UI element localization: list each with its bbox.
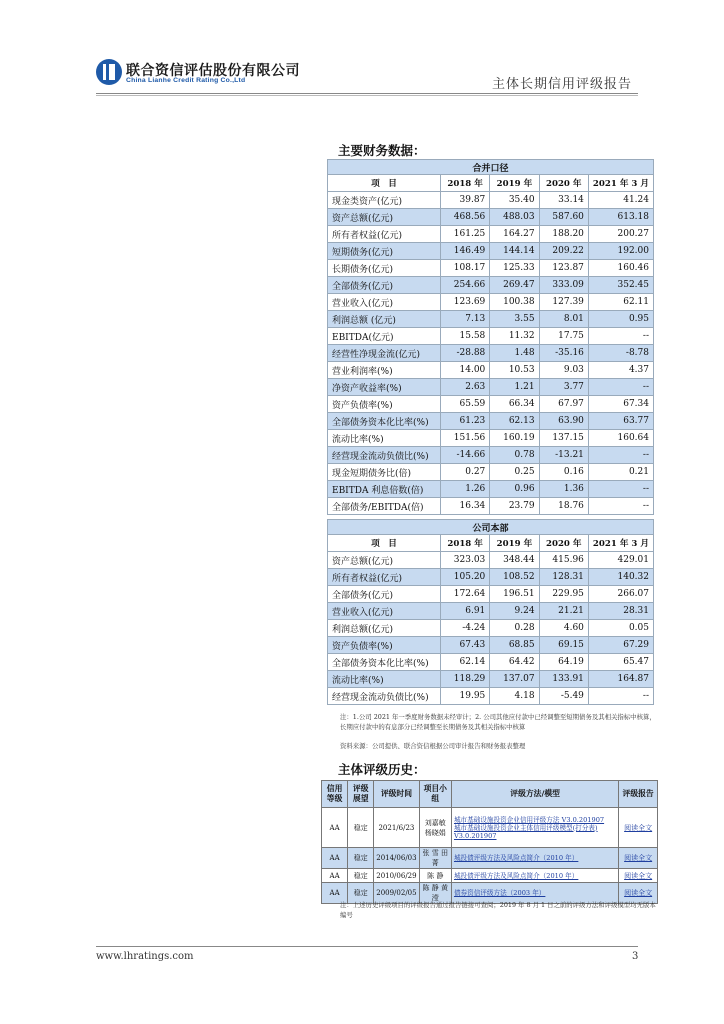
consolidated-financial-table bbox=[327, 159, 654, 515]
row-label: 全部债务/EBITDA(倍) bbox=[328, 498, 441, 515]
row-label: 利润总额 (亿元) bbox=[328, 311, 441, 328]
row-label: 经营现金流动负债比(%) bbox=[328, 688, 441, 705]
value-cell: 7.13 bbox=[440, 311, 489, 328]
value-cell: 67.97 bbox=[539, 396, 588, 413]
date-cell: 2021/6/23 bbox=[374, 808, 419, 848]
value-cell: 33.14 bbox=[539, 192, 588, 209]
value-cell: -- bbox=[588, 328, 653, 345]
value-cell: 123.87 bbox=[539, 260, 588, 277]
footer-divider bbox=[96, 946, 638, 947]
financial-section-title: 主要财务数据： bbox=[338, 143, 426, 158]
value-cell: 41.24 bbox=[588, 192, 653, 209]
table-row bbox=[328, 637, 654, 654]
value-cell: 3.77 bbox=[539, 379, 588, 396]
value-cell: 188.20 bbox=[539, 226, 588, 243]
outlook-cell: 稳定 bbox=[348, 808, 374, 848]
table-row bbox=[328, 192, 654, 209]
value-cell: 0.28 bbox=[490, 620, 539, 637]
row-label: 短期债务(亿元) bbox=[328, 243, 441, 260]
row-label: 全部债务(亿元) bbox=[328, 277, 441, 294]
row-label: 净资产收益率(%) bbox=[328, 379, 441, 396]
value-cell: 65.59 bbox=[440, 396, 489, 413]
table-row bbox=[328, 413, 654, 430]
parent-header-cell: 2020 年 bbox=[539, 535, 588, 552]
table-row bbox=[328, 260, 654, 277]
value-cell: -- bbox=[588, 447, 653, 464]
parent-header-cell: 2021 年 3 月 bbox=[588, 535, 653, 552]
read-report-link[interactable]: 阅读全文 bbox=[619, 808, 658, 848]
row-label: 资产负债率(%) bbox=[328, 396, 441, 413]
value-cell: 15.58 bbox=[440, 328, 489, 345]
table-row bbox=[328, 569, 654, 586]
value-cell: 66.34 bbox=[490, 396, 539, 413]
value-cell: 229.95 bbox=[539, 586, 588, 603]
row-label: 资产负债率(%) bbox=[328, 637, 441, 654]
report-title: 主体长期信用评级报告 bbox=[491, 77, 632, 92]
value-cell: -5.49 bbox=[539, 688, 588, 705]
row-label: 经营性净现金流(亿元) bbox=[328, 345, 441, 362]
history-header-cell: 评级展望 bbox=[348, 781, 374, 808]
value-cell: 118.29 bbox=[440, 671, 489, 688]
table-row bbox=[328, 447, 654, 464]
financial-source: 资料来源：公司提供、联合资信根据公司审计报告和财务报表整理 bbox=[340, 742, 526, 750]
value-cell: -35.16 bbox=[539, 345, 588, 362]
consolidated-header-row bbox=[328, 175, 654, 192]
value-cell: 10.53 bbox=[490, 362, 539, 379]
grade-cell: AA bbox=[322, 848, 348, 869]
row-label: 全部债务资本化比率(%) bbox=[328, 654, 441, 671]
value-cell: 613.18 bbox=[588, 209, 653, 226]
value-cell: 23.79 bbox=[490, 498, 539, 515]
header-divider-thin bbox=[96, 95, 638, 96]
value-cell: 151.56 bbox=[440, 430, 489, 447]
value-cell: 160.46 bbox=[588, 260, 653, 277]
table-row bbox=[328, 671, 654, 688]
history-header-cell: 信用等级 bbox=[322, 781, 348, 808]
value-cell: 415.96 bbox=[539, 552, 588, 569]
method-link[interactable]: 城市基础设施投资企业主体信用评级模型(打分表) V3.0.201907 bbox=[453, 823, 598, 840]
value-cell: 348.44 bbox=[490, 552, 539, 569]
value-cell: 133.91 bbox=[539, 671, 588, 688]
value-cell: 128.31 bbox=[539, 569, 588, 586]
parent-header-cell: 2018 年 bbox=[440, 535, 489, 552]
value-cell: -8.78 bbox=[588, 345, 653, 362]
value-cell: 17.75 bbox=[539, 328, 588, 345]
value-cell: 1.36 bbox=[539, 481, 588, 498]
value-cell: 587.60 bbox=[539, 209, 588, 226]
history-note: 注：上述历史评级项目的评级报告通过报告链接可查阅；2019 年 8 月 1 日之前的评级方法和评级模型均无版本编号 bbox=[340, 901, 656, 919]
method-link[interactable]: 债券资信评级方法（2003 年） bbox=[453, 889, 546, 897]
table-row bbox=[328, 345, 654, 362]
consolidated-header-cell: 2019 年 bbox=[490, 175, 539, 192]
consolidated-header-cell: 2020 年 bbox=[539, 175, 588, 192]
value-cell: 35.40 bbox=[490, 192, 539, 209]
team-cell: 刘嘉敏 杨晓娟 bbox=[419, 808, 451, 848]
grade-cell: AA bbox=[322, 808, 348, 848]
value-cell: -- bbox=[588, 379, 653, 396]
row-label: 所有者权益(亿元) bbox=[328, 569, 441, 586]
value-cell: 67.43 bbox=[440, 637, 489, 654]
value-cell: 61.23 bbox=[440, 413, 489, 430]
table-row bbox=[328, 688, 654, 705]
value-cell: 123.69 bbox=[440, 294, 489, 311]
table-row bbox=[328, 277, 654, 294]
date-cell: 2014/06/03 bbox=[374, 848, 419, 869]
history-header-cell: 评级时间 bbox=[374, 781, 419, 808]
method-link[interactable]: 城市基础设施投资企业信用评级方法 V3.0.201907 bbox=[453, 815, 605, 824]
history-header-cell: 评级报告 bbox=[619, 781, 658, 808]
parent-header-row bbox=[328, 535, 654, 552]
value-cell: 269.47 bbox=[490, 277, 539, 294]
outlook-cell: 稳定 bbox=[348, 869, 374, 883]
consolidated-header-cell: 2018 年 bbox=[440, 175, 489, 192]
value-cell: 105.20 bbox=[440, 569, 489, 586]
history-header-cell: 评级方法/模型 bbox=[451, 781, 618, 808]
value-cell: 0.78 bbox=[490, 447, 539, 464]
row-label: 营业收入(亿元) bbox=[328, 603, 441, 620]
row-label: 营业利润率(%) bbox=[328, 362, 441, 379]
row-label: 流动比率(%) bbox=[328, 430, 441, 447]
value-cell: 192.00 bbox=[588, 243, 653, 260]
value-cell: 144.14 bbox=[490, 243, 539, 260]
value-cell: 352.45 bbox=[588, 277, 653, 294]
value-cell: -13.21 bbox=[539, 447, 588, 464]
value-cell: 333.09 bbox=[539, 277, 588, 294]
value-cell: 3.55 bbox=[490, 311, 539, 328]
value-cell: 127.39 bbox=[539, 294, 588, 311]
value-cell: 160.64 bbox=[588, 430, 653, 447]
value-cell: 1.48 bbox=[490, 345, 539, 362]
team-cell: 陈 静 bbox=[419, 869, 451, 883]
value-cell: 172.64 bbox=[440, 586, 489, 603]
value-cell: 0.05 bbox=[588, 620, 653, 637]
value-cell: 0.27 bbox=[440, 464, 489, 481]
history-header-cell: 项目小组 bbox=[419, 781, 451, 808]
history-row bbox=[322, 808, 658, 848]
table-row bbox=[328, 654, 654, 671]
method-link[interactable]: 城投债评级方法及风险点简介（2010 年） bbox=[453, 871, 579, 880]
row-label: 现金类资产(亿元) bbox=[328, 192, 441, 209]
method-link[interactable]: 城投债评级方法及风险点简介（2010 年） bbox=[453, 854, 579, 862]
method-cell bbox=[451, 869, 618, 883]
row-label: 现金短期债务比(倍) bbox=[328, 464, 441, 481]
value-cell: 9.24 bbox=[490, 603, 539, 620]
history-row bbox=[322, 848, 658, 869]
value-cell: 21.21 bbox=[539, 603, 588, 620]
value-cell: 108.17 bbox=[440, 260, 489, 277]
table-row bbox=[328, 430, 654, 447]
company-logo-icon bbox=[96, 59, 122, 85]
row-label: EBITDA 利息倍数(倍) bbox=[328, 481, 441, 498]
table-row bbox=[328, 311, 654, 328]
grade-cell: AA bbox=[322, 869, 348, 883]
read-report-link[interactable]: 阅读全文 bbox=[619, 883, 658, 904]
value-cell: 266.07 bbox=[588, 586, 653, 603]
row-label: 全部债务资本化比率(%) bbox=[328, 413, 441, 430]
value-cell: 100.38 bbox=[490, 294, 539, 311]
table-row bbox=[328, 603, 654, 620]
table-row bbox=[328, 620, 654, 637]
table-row bbox=[328, 552, 654, 569]
row-label: 利润总额(亿元) bbox=[328, 620, 441, 637]
row-label: 长期债务(亿元) bbox=[328, 260, 441, 277]
row-label: 营业收入(亿元) bbox=[328, 294, 441, 311]
history-row bbox=[322, 869, 658, 883]
value-cell: 63.77 bbox=[588, 413, 653, 430]
value-cell: 160.19 bbox=[490, 430, 539, 447]
value-cell: 4.18 bbox=[490, 688, 539, 705]
value-cell: 9.03 bbox=[539, 362, 588, 379]
consolidated-band-label: 合并口径 bbox=[328, 160, 654, 175]
history-header-row bbox=[322, 781, 658, 808]
header-divider bbox=[96, 93, 638, 94]
read-report-link[interactable]: 阅读全文 bbox=[619, 848, 658, 869]
value-cell: 0.25 bbox=[490, 464, 539, 481]
table-row bbox=[328, 243, 654, 260]
value-cell: 468.56 bbox=[440, 209, 489, 226]
table-row bbox=[328, 328, 654, 345]
outlook-cell: 稳定 bbox=[348, 883, 374, 904]
value-cell: 0.21 bbox=[588, 464, 653, 481]
history-section-title: 主体评级历史： bbox=[338, 762, 426, 777]
value-cell: 164.27 bbox=[490, 226, 539, 243]
parent-header-cell: 项 目 bbox=[328, 535, 441, 552]
value-cell: 0.95 bbox=[588, 311, 653, 328]
value-cell: 137.15 bbox=[539, 430, 588, 447]
value-cell: -4.24 bbox=[440, 620, 489, 637]
value-cell: 137.07 bbox=[490, 671, 539, 688]
value-cell: -- bbox=[588, 481, 653, 498]
page-header bbox=[0, 0, 724, 100]
row-label: 经营现金流动负债比(%) bbox=[328, 447, 441, 464]
table-row bbox=[328, 379, 654, 396]
parent-financial-table bbox=[327, 519, 654, 705]
value-cell: 68.85 bbox=[490, 637, 539, 654]
footer-url: www.lhratings.com bbox=[96, 951, 194, 962]
value-cell: 62.14 bbox=[440, 654, 489, 671]
table-row bbox=[328, 481, 654, 498]
value-cell: 125.33 bbox=[490, 260, 539, 277]
value-cell: 64.42 bbox=[490, 654, 539, 671]
value-cell: -28.88 bbox=[440, 345, 489, 362]
value-cell: 67.34 bbox=[588, 396, 653, 413]
table-row bbox=[328, 294, 654, 311]
row-label: 资产总额(亿元) bbox=[328, 552, 441, 569]
parent-header-cell: 2019 年 bbox=[490, 535, 539, 552]
team-cell: 陈 静 黄 滢 bbox=[419, 883, 451, 904]
method-cell bbox=[451, 808, 618, 848]
table-row bbox=[328, 464, 654, 481]
value-cell: 209.22 bbox=[539, 243, 588, 260]
value-cell: 108.52 bbox=[490, 569, 539, 586]
consolidated-header-cell: 2021 年 3 月 bbox=[588, 175, 653, 192]
value-cell: 0.16 bbox=[539, 464, 588, 481]
value-cell: 1.21 bbox=[490, 379, 539, 396]
read-report-link[interactable]: 阅读全文 bbox=[619, 869, 658, 883]
value-cell: 62.11 bbox=[588, 294, 653, 311]
row-label: 流动比率(%) bbox=[328, 671, 441, 688]
value-cell: 28.31 bbox=[588, 603, 653, 620]
value-cell: 488.03 bbox=[490, 209, 539, 226]
method-cell bbox=[451, 848, 618, 869]
value-cell: 16.34 bbox=[440, 498, 489, 515]
value-cell: 6.91 bbox=[440, 603, 489, 620]
value-cell: 164.87 bbox=[588, 671, 653, 688]
value-cell: 2.63 bbox=[440, 379, 489, 396]
company-name-en: China Lianhe Credit Rating Co.,Ltd bbox=[126, 77, 246, 84]
value-cell: 64.19 bbox=[539, 654, 588, 671]
value-cell: 19.95 bbox=[440, 688, 489, 705]
value-cell: 140.32 bbox=[588, 569, 653, 586]
table-row bbox=[328, 209, 654, 226]
row-label: EBITDA(亿元) bbox=[328, 328, 441, 345]
value-cell: 146.49 bbox=[440, 243, 489, 260]
date-cell: 2009/02/05 bbox=[374, 883, 419, 904]
value-cell: -14.66 bbox=[440, 447, 489, 464]
value-cell: 4.60 bbox=[539, 620, 588, 637]
value-cell: 196.51 bbox=[490, 586, 539, 603]
value-cell: 69.15 bbox=[539, 637, 588, 654]
parent-band-label: 公司本部 bbox=[328, 520, 654, 535]
table-row bbox=[328, 362, 654, 379]
page-number: 3 bbox=[632, 951, 639, 962]
value-cell: 429.01 bbox=[588, 552, 653, 569]
row-label: 所有者权益(亿元) bbox=[328, 226, 441, 243]
outlook-cell: 稳定 bbox=[348, 848, 374, 869]
value-cell: 4.37 bbox=[588, 362, 653, 379]
company-name-cn: 联合资信评估股份有限公司 bbox=[126, 63, 300, 79]
value-cell: 62.13 bbox=[490, 413, 539, 430]
value-cell: 65.47 bbox=[588, 654, 653, 671]
value-cell: 323.03 bbox=[440, 552, 489, 569]
value-cell: 11.32 bbox=[490, 328, 539, 345]
value-cell: 1.26 bbox=[440, 481, 489, 498]
value-cell: 63.90 bbox=[539, 413, 588, 430]
value-cell: 254.66 bbox=[440, 277, 489, 294]
rating-history-table bbox=[321, 780, 658, 904]
value-cell: 0.96 bbox=[490, 481, 539, 498]
table-row bbox=[328, 396, 654, 413]
team-cell: 张 雪 田 菁 bbox=[419, 848, 451, 869]
value-cell: 8.01 bbox=[539, 311, 588, 328]
value-cell: 14.00 bbox=[440, 362, 489, 379]
value-cell: -- bbox=[588, 688, 653, 705]
grade-cell: AA bbox=[322, 883, 348, 904]
value-cell: 200.27 bbox=[588, 226, 653, 243]
value-cell: 67.29 bbox=[588, 637, 653, 654]
value-cell: 18.76 bbox=[539, 498, 588, 515]
financial-note: 注：1.公司 2021 年一季度财务数据未经审计；2. 公司其他应付款中已经调整至短期债务及其相关指标中核算，长期应付款中的有息部分已经调整至长期债务及其相关指标中核算 bbox=[340, 713, 656, 731]
table-row bbox=[328, 226, 654, 243]
value-cell: -- bbox=[588, 498, 653, 515]
consolidated-header-cell: 项 目 bbox=[328, 175, 441, 192]
value-cell: 39.87 bbox=[440, 192, 489, 209]
date-cell: 2010/06/29 bbox=[374, 869, 419, 883]
row-label: 资产总额(亿元) bbox=[328, 209, 441, 226]
row-label: 全部债务(亿元) bbox=[328, 586, 441, 603]
value-cell: 161.25 bbox=[440, 226, 489, 243]
table-row bbox=[328, 586, 654, 603]
table-row bbox=[328, 498, 654, 515]
